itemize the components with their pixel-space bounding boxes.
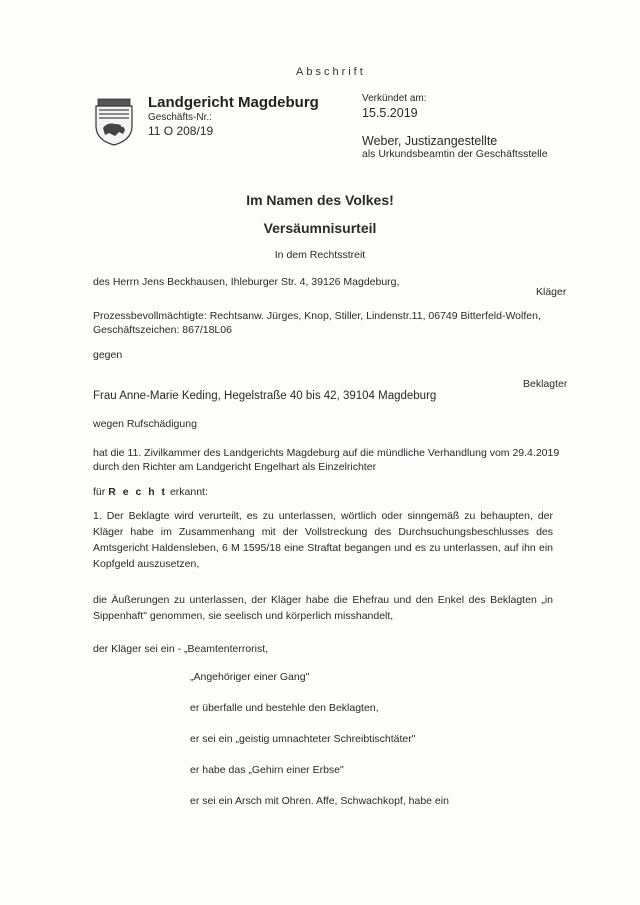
- announced-date: 15.5.2019: [362, 106, 418, 120]
- counsel-line-1: Prozessbevollmächtigte: Rechtsanw. Jürges, Knop, Stiller, Lindenstr.11, 06749 Bitterfeld-Wolfen,: [93, 310, 541, 322]
- verdict-phrase: [93, 486, 208, 498]
- plaintiff-line: des Herrn Jens Beckhausen, Ihleburger Str. 4, 39126 Magdeburg,: [93, 276, 400, 288]
- court-line-1: hat die 11. Zivilkammer des Landgerichts Magdeburg auf die mündliche Verhandlung vom 29.4.2019: [93, 447, 560, 459]
- page-title: Im Namen des Volkes!: [246, 192, 394, 208]
- insult-item: er sei ein Arsch mit Ohren. Affe, Schwachkopf, habe ein: [190, 795, 449, 807]
- case-number: 11 O 208/19: [148, 124, 214, 138]
- erkannt-word: erkannt:: [169, 486, 208, 498]
- insult-list-intro: der Kläger sei ein - „Beamtenterrorist,: [93, 643, 269, 655]
- gegen-label: gegen: [93, 349, 123, 361]
- fuer-word: für: [93, 486, 106, 498]
- plaintiff-role: Kläger: [536, 286, 567, 298]
- coat-of-arms-icon: [93, 96, 135, 146]
- insult-item: er habe das „Gehirn einer Erbse": [190, 764, 344, 776]
- case-number-label: Geschäfts-Nr.:: [148, 112, 212, 123]
- abschrift-label: Abschrift: [296, 66, 366, 78]
- court-line-2: durch den Richter am Landgericht Engelhart als Einzelrichter: [93, 461, 377, 473]
- announced-label: Verkündet am:: [362, 93, 427, 104]
- insult-item: er sei ein „geistig umnachteter Schreibtischtäter": [190, 733, 416, 745]
- clerk-name: Weber, Justizangestellte: [362, 134, 498, 148]
- counsel-line-2: Geschäftszeichen: 867/18L06: [93, 324, 232, 336]
- court-name: Landgericht Magdeburg: [148, 94, 319, 111]
- clerk-role: als Urkundsbeamtin der Geschäftsstelle: [362, 148, 548, 160]
- insult-item: er überfalle und bestehle den Beklagten,: [190, 702, 379, 714]
- verdict-paragraph-2-line-1: die Äußerungen zu unterlassen, der Kläger habe die Ehefrau und den Enkel des Beklagten „in: [93, 594, 553, 606]
- judgment-type: Versäumnisurteil: [263, 220, 377, 236]
- verdict-paragraph-2-line-2: Sippenhaft" genommen, sie seelisch und körperlich misshandelt,: [93, 610, 394, 622]
- dispute-intro: In dem Rechtsstreit: [274, 249, 366, 261]
- recht-word: R e c h t: [108, 486, 168, 498]
- defendant-line: Frau Anne-Marie Keding, Hegelstraße 40 bis 42, 39104 Magdeburg: [93, 390, 437, 402]
- defendant-role: Beklagter: [523, 378, 568, 390]
- insult-item: „Angehöriger einer Gang": [190, 671, 310, 683]
- subject-line: wegen Rufschädigung: [93, 418, 197, 430]
- verdict-paragraph-1: 1. Der Beklagte wird verurteilt, es zu unterlassen, wörtlich oder sinngemäß zu behaupten, der Kläger habe im Zusammenhang mit der Vollstreckung des Durchsuchungsbeschlusses des Amtsgericht Haldensleben, 6 M 1595/18 eine Straftat begangen und es zu unterlassen, auf ihn ein Kopfgeld auszusetzen,: [93, 510, 553, 570]
